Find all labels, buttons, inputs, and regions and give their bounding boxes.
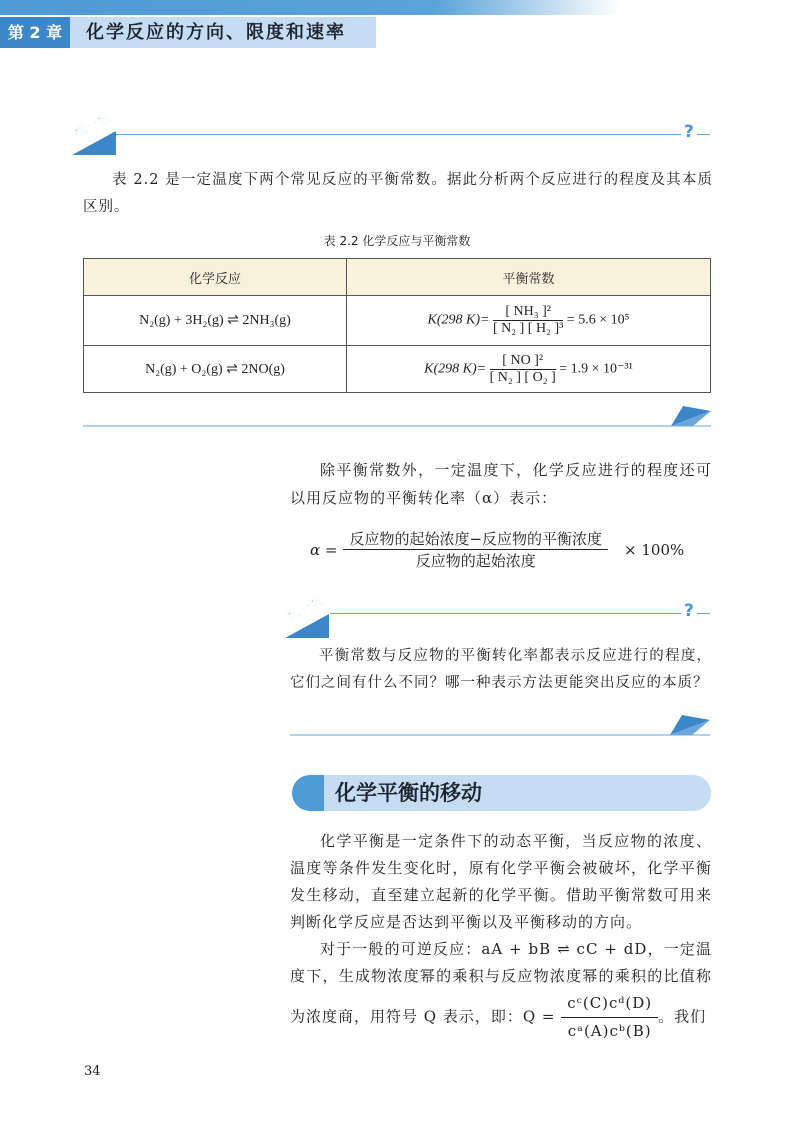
reaction-cell: N₂(g) + 3H₂(g) ⇌ 2NH₃(g) [84, 296, 347, 346]
chapter-title: 化学反应的方向、限度和速率 [70, 17, 376, 48]
numerator: cᶜ(C)cᵈ(D) [561, 990, 658, 1018]
paragraph [290, 936, 712, 1045]
k-value: = 5.6 × 10⁵ [566, 312, 630, 328]
chapter-label: 第 2 章 [0, 17, 70, 48]
denominator: [ N₂ ] [ H₂ ]³ [492, 321, 564, 336]
numerator: [ NH₃ ]² [493, 304, 563, 321]
section-end-divider [290, 711, 712, 737]
page-number: 34 [84, 1064, 101, 1079]
think-icon [284, 593, 340, 638]
equilibrium-table [83, 258, 711, 393]
question-icon: ? [681, 601, 697, 621]
column-header: 化学反应 [84, 259, 347, 296]
conversion-formula [310, 528, 684, 571]
denominator: [ N₂ ] [ O₂ ] [489, 369, 556, 385]
section-title: 化学平衡的移动 [335, 781, 482, 805]
denominator: 反应物的起始浓度 [415, 552, 536, 570]
constant-cell [347, 296, 711, 346]
question-icon: ? [681, 122, 697, 142]
numerator: 反应物的起始浓度−反应物的平衡浓度 [343, 528, 608, 550]
think-text: 表 2.2 是一定温度下两个常见反应的平衡常数。据此分析两个反应进行的程度及其本质区别。 [83, 172, 713, 215]
section-heading [292, 775, 711, 811]
text: 。我们 [658, 1007, 707, 1026]
paragraph: 化学平衡是一定条件下的动态平衡，当反应物的浓度、温度等条件发生变化时，原有化学平衡会被破坏，化学平衡发生移动，直至建立起新的化学平衡。借助平衡常数可用来判断化学反应是否达到平衡以及平衡移动的方向。 [290, 832, 712, 931]
formula-tail: × 100% [624, 540, 685, 559]
divider [116, 134, 710, 135]
paragraph: 除平衡常数外，一定温度下，化学反应进行的程度还可以用反应物的平衡转化率（α）表示： [290, 461, 712, 507]
think-text: 平衡常数与反应物的平衡转化率都表示反应进行的程度，它们之间有什么不同？哪一种表示方法更能突出反应的本质？ [290, 648, 712, 691]
table-row [84, 346, 711, 393]
reaction-cell: N₂(g) + O₂(g) ⇌ 2NO(g) [84, 346, 347, 393]
numerator: [ NO ]² [490, 353, 556, 370]
constant-cell [347, 346, 711, 393]
k-value: = 1.9 × 10⁻³¹ [559, 361, 633, 377]
table-row [84, 296, 711, 346]
denominator: cᵃ(A)cᵇ(B) [567, 1022, 652, 1040]
formula-lhs: α = [310, 540, 338, 559]
k-label: K(298 K)= [427, 312, 490, 328]
column-header: 平衡常数 [347, 259, 711, 296]
k-label: K(298 K)= [424, 361, 487, 377]
section-end-divider [83, 402, 713, 428]
header-band [0, 0, 620, 15]
think-label: 想一想 [284, 593, 327, 626]
think-label: 想一想 [71, 110, 114, 143]
table-caption: 表 2.2 化学反应与平衡常数 [323, 234, 471, 248]
divider [330, 613, 710, 614]
text: 对于一般的可逆反应：aA + bB ⇌ cC + dD，一定温度下，生成物浓度幂的乘积与反应物浓度幂的乘积的比值称为浓度商，用符号 Q 表示，即：Q = [290, 940, 712, 1026]
